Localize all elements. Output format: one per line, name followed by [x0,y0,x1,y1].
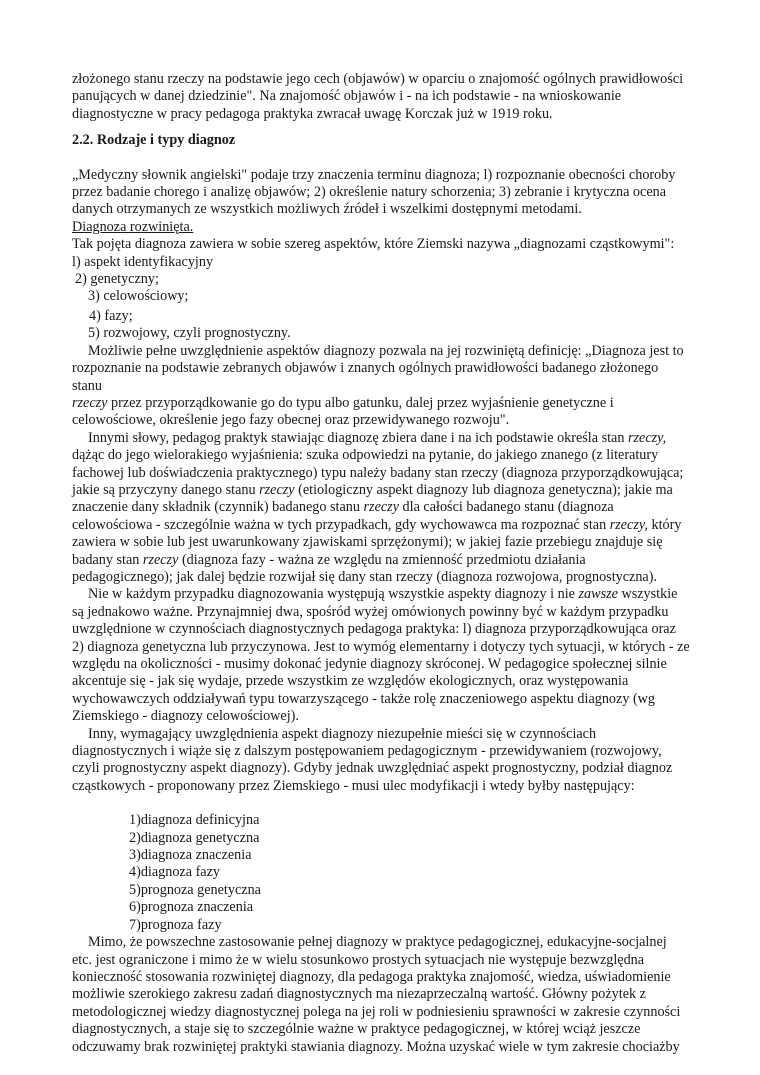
closing-paragraph: Mimo, że powszechne zastosowanie pełnej diagnozy w praktyce pedagogicznej, edukacyjne-socjalnej etc. jest ograniczone i mimo że w wielu stosunkowo prostych sytuacjach nie występuje bezwzględna konieczność stosowania rozwiniętej diagnozy, dla pedagoga praktyka znajomość, wiedza, uświadomienie możliwie szerokiego zakresu zadań diagnostycznych ma niezaprzeczalną wartość. Główny pożytek z metodologicznej wiedzy diagnostycznej polega na jej roli w podniesieniu sprawności w zakresie czynności diagnostycznych, a staje się to szczególnie ważne w praktyce pedagogicznej, w której wciąż jeszcze odczuwamy brak rozwiniętej praktyki stawiania diagnozy. Można uzyskać wiele w tym zakresie chociażby [72,934,681,1055]
list-item: 5)prognoza genetyczna [129,881,261,898]
list-item: 4)diagnoza fazy [129,864,220,881]
emphasis-run: rzeczy [142,551,179,568]
list-item: 2)diagnoza genetyczna [129,829,260,846]
aspects-intro: Tak pojęta diagnoza zawiera w sobie szereg aspektów, które Ziemski nazywa „diagnozami cząstkowymi": [72,236,675,253]
emphasis-run: zawsze [578,586,618,603]
definition-tail: przez przyporządkowanie go do typu albo gatunku, dalej przez wyjaśnienie genetyczne i celowościowe, określenie jego fazy obecnej oraz przewidywanego rozwoju". [72,394,614,429]
prognostic-aspect-paragraph: Inny, wymagający uwzględnienia aspekt diagnozy niezupełnie mieści się w czynnościach diagnostycznych i wiąże się z dalszym postępowaniem pedagogicznym - przewidywaniem (rozwojowy, czyli prognostyczny aspekt diagnozy). Gdyby jednak uwzględniać aspekt prognostyczny, podział diagnoz cząstkowych - proponowany przez Ziemskiego - musi ulec modyfikacji i wtedy byłby następujący: [72,725,673,794]
emphasis-run: rzeczy [259,481,295,498]
aspect-item: 3) celowościowy; [88,288,189,305]
text-run: Nie w każdym przypadku diagnozowania występują wszystkie aspekty diagnozy i nie [88,586,579,603]
list-item: 1)diagnoza definicyjna [129,812,260,829]
intro-paragraph: złożonego stanu rzeczy na podstawie jego cech (objawów) w oparciu o znajomość ogólnych prawidłowości panujących w danej dziedzinie". Na znajomość objawów i - na ich podstawie - na wnioskowanie diagnostyczne w pracy pedagoga praktyka zwracał uwagę Korczak już w 1919 roku. [72,71,684,122]
text-run: Innymi słowy, pedagog praktyk stawiając diagnozę zbiera dane i na ich podstawie określa stan [88,429,628,446]
aspect-item: 2) genetyczny; [75,271,159,288]
text-run: dążąc do jego wielorakiego wyjaśnienia: szuka odpowiedzi na pytanie, do jakiego znanego (z literatury fachowej lub doświadczenia praktycznego) typu należy badany stan rzeczy (diagnoza przyporządkowująca; jakie są przyczyny danego stanu [72,447,684,498]
other-words-paragraph [72,430,690,587]
definition-paragraph [72,343,690,430]
list-item: 6)prognoza znaczenia [129,899,254,916]
text-run: (etiologiczny aspekt diagnozy lub diagnoza genetyczna); jakie ma znaczenie dany składnik (czynnik) badanego stanu [72,481,673,516]
aspect-item: l) aspekt identyfikacyjny [72,253,214,270]
definition-emphasis: rzeczy [72,394,108,411]
dictionary-paragraph: „Medyczny słownik angielski" podaje trzy znaczenia terminu diagnoza; l) rozpoznanie obecności choroby przez badanie chorego i analizę objawów; 2) określenie natury schorzenia; 3) zebranie i krytyczna ocena danych otrzymanych ze wszystkich możliwych źródeł i wszelkimi dostępnymi metodami. [72,166,676,218]
list-item: 7)prognoza fazy [129,916,222,933]
section-heading: 2.2. Rodzaje i typy diagnoz [72,132,236,149]
text-run: wszystkie są jednakowo ważne. Przynajmniej dwa, spośród wyżej omówionych powinny być w każdym przypadku uwzględnione w czynnościach diagnostycznych pedagoga praktyka: l) diagnoza przyporządkowująca oraz 2) diagnoza genetyczna lub przyczynowa. Jest to wymóg elementarny i dotyczy tych sytuacji, w których - ze względu na okoliczności - musimy dokonać jedynie diagnozy skróconej. W pedagogice społecznej silnie akcentuje się - jak się wydaje, przede wszystkim ze względów ekologicznych, oraz występowania wychowawczych oddziaływań typu towarzyszącego - także rolę znaczeniowego aspektu diagnozy (wg Ziemskiego - diagnozy celowościowej). [72,586,690,725]
not-all-aspects-paragraph [72,586,690,725]
emphasis-run: rzeczy, [609,516,648,533]
emphasis-run: rzeczy, [628,429,667,446]
aspect-item: 4) fazy; [89,307,133,324]
emphasis-run: rzeczy [363,499,399,516]
aspect-item: 5) rozwojowy, czyli prognostyczny. [88,325,291,342]
text-run: który zawiera w sobie lub jest uwarunkowany zjawiskami sprzężonymi); w jakiej fazie przebiegu znajduje się badany stan [72,516,682,568]
definition-text: Możliwie pełne uwzględnienie aspektów diagnozy pozwala na jej rozwiniętą definicję: „Diagnoza jest to rozpoznanie na podstawie zebranych objawów i znanych ogólnych prawidłowości badanego złożonego stanu [72,342,684,394]
subheading-developed-diagnosis: Diagnoza rozwinięta. [72,218,194,235]
text-run: (diagnoza fazy - ważna ze względu na zmienność przedmiotu działania pedagogicznego); jak dalej będzie rozwijał się dany stan rzeczy (diagnoza rozwojowa, prognostyczna). [72,551,657,585]
text-run: dla całości badanego stanu (diagnoza celowościowa - szczególnie ważna w tych przypadkach, gdy wychowawca ma rozpoznać stan [72,499,614,533]
spacer [72,795,690,812]
modified-diagnosis-list [72,812,690,934]
list-item: 3)diagnoza znaczenia [129,847,252,864]
